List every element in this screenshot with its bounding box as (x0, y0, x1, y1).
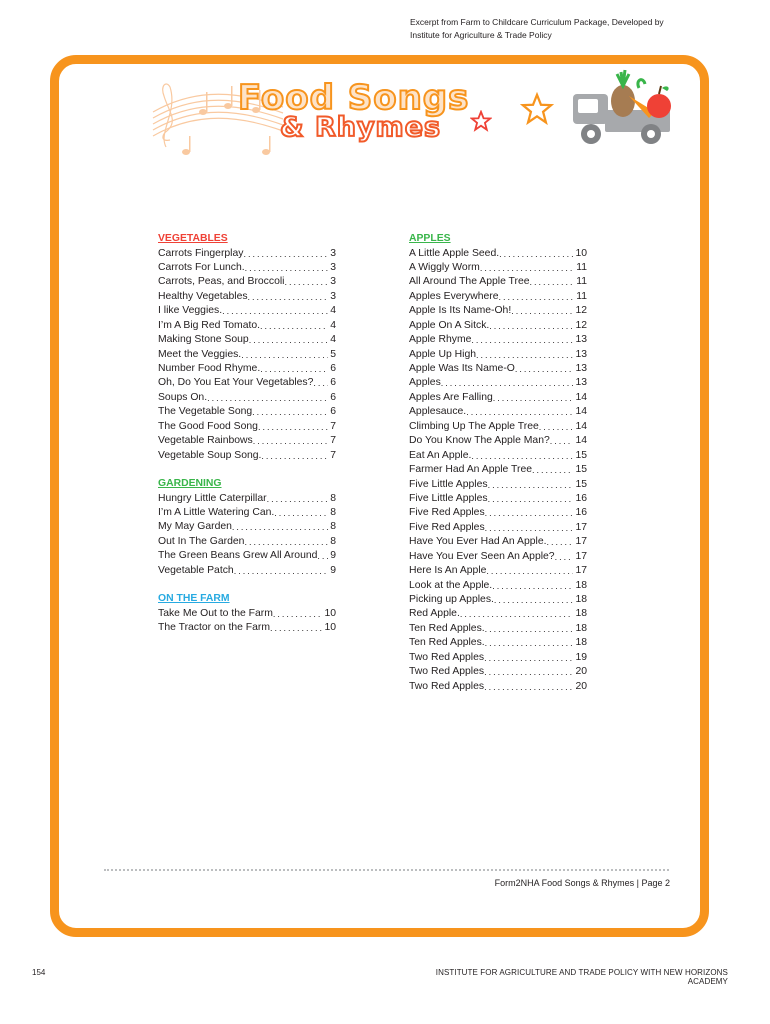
toc-entry-title: Healthy Vegetables (158, 290, 248, 302)
toc-entry-page: 15 (575, 449, 587, 461)
toc-entry[interactable] (409, 434, 587, 448)
toc-entry-title: Ten Red Apples. (409, 622, 485, 634)
toc-entry-page: 11 (576, 276, 587, 288)
toc-entry[interactable] (409, 333, 587, 347)
dot-leader (243, 247, 328, 261)
dot-leader (515, 362, 574, 376)
toc-entry-title: Red Apple. (409, 608, 460, 620)
toc-entry[interactable] (158, 275, 336, 289)
page-number: 154 (32, 968, 46, 977)
dot-leader (244, 535, 328, 549)
toc-entry[interactable] (158, 449, 336, 463)
toc-entry-title: Vegetable Soup Song. (158, 449, 262, 461)
toc-entry[interactable] (409, 348, 587, 362)
toc-left-column (158, 232, 336, 636)
toc-entry-title: Hungry Little Caterpillar (158, 492, 267, 504)
dot-leader (489, 319, 573, 333)
toc-entry-page: 4 (330, 305, 336, 317)
toc-entry-page: 9 (330, 550, 336, 562)
toc-entry-title: Oh, Do You Eat Your Vegetables? (158, 377, 314, 389)
toc-entry-title: Two Red Apples (409, 680, 485, 692)
toc-entry-title: Farmer Had An Apple Tree (409, 464, 533, 476)
dot-leader (274, 506, 328, 520)
toc-entry-page: 8 (330, 521, 336, 533)
toc-entry-page: 18 (575, 594, 587, 605)
dot-leader (485, 636, 574, 650)
toc-entry-page: 7 (330, 449, 336, 461)
toc-entry[interactable] (409, 680, 587, 694)
toc-entry-title: Have You Ever Seen An Apple? (409, 550, 555, 562)
page-footer-label: Form2NHA Food Songs & Rhymes | Page 2 (494, 878, 670, 888)
toc-entry-title: Five Red Apples (409, 507, 485, 519)
toc-entry-page: 18 (575, 579, 587, 591)
toc-entry-title: Here Is An Apple (409, 565, 487, 577)
dot-leader (471, 333, 573, 347)
dot-leader (232, 520, 328, 534)
toc-entry[interactable] (158, 376, 336, 390)
toc-entry-title: The Good Food Song (158, 420, 258, 432)
toc-entry-title: Making Stone Soup (158, 334, 249, 346)
toc-entry[interactable] (409, 391, 587, 405)
vegetables-list (158, 247, 336, 464)
toc-entry-page: 3 (330, 261, 336, 273)
toc-entry-title: Five Red Apples (409, 521, 485, 533)
toc-entry-title: I’m A Big Red Tomato. (158, 319, 261, 331)
toc-entry-page: 15 (575, 464, 587, 476)
toc-entry-title: The Vegetable Song (158, 406, 253, 418)
toc-entry[interactable] (409, 607, 587, 621)
dot-leader (547, 535, 574, 549)
dot-leader (267, 492, 329, 506)
toc-entry-page: 17 (575, 536, 587, 548)
toc-entry-page: 13 (575, 334, 587, 346)
toc-entry[interactable] (158, 247, 336, 261)
dot-leader (260, 362, 328, 376)
star-icon (520, 92, 554, 126)
toc-entry-title: Carrots For Lunch. (158, 261, 245, 273)
toc-entry-title: Carrots, Peas, and Broccoli (158, 276, 285, 288)
excerpt-line-1: Excerpt from Farm to Childcare Curriculum Package, Developed by (410, 17, 664, 27)
toc-right-column (409, 232, 587, 694)
toc-entry[interactable] (158, 405, 336, 419)
dot-leader (532, 463, 573, 477)
toc-entry-title: Apple Is Its Name-Oh! (409, 305, 512, 317)
toc-entry-page: 16 (575, 492, 587, 504)
dot-leader (248, 290, 329, 304)
toc-entry-page: 13 (575, 348, 587, 360)
toc-entry-title: A Little Apple Seed. (409, 247, 500, 259)
toc-entry-page: 17 (575, 521, 587, 533)
toc-entry[interactable] (158, 261, 336, 275)
toc-entry[interactable] (158, 434, 336, 448)
toc-entry-page: 12 (575, 319, 587, 331)
dot-leader (484, 665, 573, 679)
dot-leader (253, 434, 328, 448)
toc-entry-title: Ten Red Apples. (409, 637, 485, 649)
toc-entry[interactable] (409, 290, 587, 304)
toc-entry[interactable] (409, 405, 587, 419)
toc-entry[interactable] (409, 665, 587, 679)
dot-leader (488, 492, 574, 506)
toc-entry[interactable] (409, 593, 587, 607)
toc-entry-page: 11 (576, 290, 587, 302)
excerpt-note (410, 16, 710, 42)
toc-entry-title: Soups On. (158, 391, 208, 403)
toc-entry-title: Look at the Apple. (409, 579, 493, 591)
toc-entry[interactable] (158, 420, 336, 434)
section-heading-apples[interactable]: APPLES (409, 233, 451, 244)
dot-leader (317, 549, 328, 563)
dot-leader (441, 376, 574, 390)
toc-entry[interactable] (409, 636, 587, 650)
toc-entry[interactable] (409, 376, 587, 390)
toc-entry-title: Do You Know The Apple Man? (409, 435, 550, 447)
toc-entry-title: Apple Was Its Name-O (409, 363, 515, 374)
toc-entry[interactable] (158, 564, 336, 578)
toc-entry[interactable] (158, 362, 336, 376)
toc-entry-page: 12 (575, 305, 587, 317)
dot-leader (476, 348, 573, 362)
dot-leader (555, 550, 574, 564)
toc-entry-page: 3 (330, 247, 336, 259)
toc-entry-page: 6 (330, 363, 336, 374)
apples-list (409, 247, 587, 695)
toc-entry[interactable] (409, 449, 587, 463)
toc-entry-page: 13 (575, 363, 587, 374)
toc-entry-page: 11 (576, 261, 587, 273)
star-icon (470, 110, 492, 132)
toc-entry-title: Out In The Garden (158, 535, 245, 547)
toc-entry-page: 17 (575, 550, 587, 562)
dot-leader (313, 376, 328, 390)
dot-leader (261, 449, 328, 463)
dot-leader (241, 348, 328, 362)
dot-leader (485, 622, 574, 636)
toc-entry[interactable] (158, 333, 336, 347)
toc-entry-page: 3 (330, 276, 336, 288)
toc-entry[interactable] (409, 362, 587, 376)
dot-leader (485, 521, 574, 535)
toc-entry-page: 18 (575, 622, 587, 634)
toc-entry-page: 14 (575, 420, 587, 432)
toc-entry-page: 14 (575, 391, 587, 403)
toc-entry[interactable] (158, 492, 336, 506)
toc-entry-title: A Wiggly Worm (409, 261, 480, 273)
toc-entry[interactable] (409, 420, 587, 434)
toc-entry[interactable] (409, 463, 587, 477)
toc-entry-page: 15 (575, 478, 587, 490)
toc-entry[interactable] (158, 319, 336, 333)
divider (104, 869, 669, 871)
toc-entry-title: Applesauce. (409, 406, 467, 418)
toc-entry-page: 4 (330, 334, 336, 346)
toc-entry-title: Number Food Rhyme. (158, 363, 261, 374)
toc-entry-title: Apples Are Falling (409, 391, 493, 403)
toc-entry[interactable] (158, 348, 336, 362)
dot-leader (466, 405, 573, 419)
toc-entry[interactable] (409, 478, 587, 492)
toc-entry[interactable] (158, 520, 336, 534)
toc-entry-page: 7 (330, 435, 336, 447)
toc-entry[interactable] (409, 550, 587, 564)
toc-entry-page: 7 (330, 420, 336, 432)
toc-entry[interactable] (158, 549, 336, 563)
dot-leader (488, 478, 574, 492)
toc-entry-page: 14 (575, 406, 587, 418)
section-heading-gardening[interactable]: GARDENING (158, 478, 222, 490)
toc-entry-title: Apple Rhyme (409, 334, 472, 346)
dot-leader (499, 290, 575, 304)
dot-leader (222, 304, 328, 318)
page-frame (50, 55, 709, 937)
toc-entry-title: Picking up Apples. (409, 594, 494, 605)
toc-entry-title: I’m A Little Watering Can. (158, 507, 275, 518)
toc-entry-page: 14 (575, 435, 587, 447)
toc-entry-page: 10 (324, 622, 336, 634)
toc-entry-page: 20 (575, 666, 587, 678)
toc-entry-title: Vegetable Rainbows (158, 435, 253, 447)
toc-entry-page: 6 (330, 377, 336, 389)
dot-leader (471, 449, 573, 463)
toc-entry[interactable] (158, 607, 336, 621)
toc-entry[interactable] (158, 621, 336, 635)
toc-entry[interactable] (409, 275, 587, 289)
toc-entry[interactable] (158, 506, 336, 520)
toc-entry-title: Five Little Apples (409, 492, 488, 504)
toc-entry-page: 6 (330, 406, 336, 418)
toc-entry-title: I like Veggies. (158, 305, 223, 317)
toc-entry[interactable] (409, 247, 587, 261)
toc-entry-page: 10 (575, 247, 587, 259)
toc-entry-title: My May Garden (158, 521, 232, 533)
toc-entry-page: 10 (324, 607, 336, 619)
toc-entry-title: Eat An Apple. (409, 449, 472, 461)
dot-leader (260, 319, 328, 333)
toc-entry-title: The Green Beans Grew All Around (158, 550, 318, 562)
toc-entry-page: 5 (330, 348, 336, 360)
section-heading-on-the-farm[interactable]: ON THE FARM (158, 593, 230, 605)
dot-leader (485, 506, 574, 520)
dot-leader (207, 391, 328, 405)
toc-entry-title: Carrots Fingerplay (158, 247, 244, 259)
dot-leader (484, 651, 573, 665)
toc-entry-page: 18 (575, 637, 587, 649)
toc-entry-title: The Tractor on the Farm (158, 622, 271, 634)
dot-leader (492, 579, 573, 593)
dot-leader (486, 564, 573, 578)
toc-entry-title: Take Me Out to the Farm (158, 607, 273, 619)
dot-leader (460, 607, 574, 621)
dot-leader (550, 434, 574, 448)
dot-leader (493, 391, 574, 405)
dot-leader (539, 420, 574, 434)
dot-leader (234, 564, 329, 578)
dot-leader (484, 680, 573, 694)
toc-entry-title: Five Little Apples (409, 478, 488, 490)
toc-entry-title: Vegetable Patch (158, 564, 234, 576)
toc-entry-title: Apples (409, 377, 441, 389)
dot-leader (245, 261, 329, 275)
toc-entry-title: All Around The Apple Tree (409, 276, 530, 288)
toc-entry-page: 20 (575, 680, 587, 692)
toc-entry-title: Apple Up High (409, 348, 477, 360)
toc-entry-page: 8 (330, 535, 336, 547)
dot-leader (252, 405, 328, 419)
toc-entry-title: Two Red Apples (409, 666, 485, 678)
toc-entry[interactable] (409, 651, 587, 665)
toc-entry-page: 3 (330, 290, 336, 302)
dot-leader (499, 247, 573, 261)
dot-leader (511, 304, 573, 318)
dot-leader (480, 261, 574, 275)
toc-entry-title: Climbing Up The Apple Tree (409, 420, 539, 432)
toc-entry[interactable] (158, 304, 336, 318)
gardening-list (158, 492, 336, 579)
toc-entry-title: Apple On A Sitck. (409, 319, 490, 331)
toc-entry[interactable] (158, 391, 336, 405)
dot-leader (273, 607, 323, 621)
toc-entry[interactable] (409, 506, 587, 520)
dot-leader (284, 275, 328, 289)
dot-leader (270, 621, 322, 635)
institute-credit: INSTITUTE FOR AGRICULTURE AND TRADE POLICY WITH NEW HORIZONS ACADEMY (435, 968, 728, 986)
toc-entry[interactable] (409, 535, 587, 549)
toc-entry-page: 9 (330, 564, 336, 576)
dot-leader (530, 275, 575, 289)
on-the-farm-list (158, 607, 336, 636)
dot-leader (258, 420, 328, 434)
toc-entry[interactable] (409, 261, 587, 275)
toc-entry[interactable] (409, 492, 587, 506)
toc-entry[interactable] (409, 622, 587, 636)
toc-entry[interactable] (409, 564, 587, 578)
toc-entry-page: 6 (330, 391, 336, 403)
banner-title-line-1: Food Songs (238, 78, 470, 118)
banner-title-line-2: & Rhymes (280, 112, 442, 143)
toc-entry-page: 8 (330, 507, 336, 518)
toc-entry[interactable] (409, 319, 587, 333)
toc-entry[interactable] (409, 304, 587, 318)
toc-entry-page: 4 (330, 319, 336, 331)
toc-entry-title: Have You Ever Had An Apple. (409, 536, 547, 548)
toc-entry[interactable] (158, 290, 336, 304)
toc-entry-page: 13 (575, 377, 587, 389)
toc-entry-page: 8 (330, 492, 336, 504)
excerpt-line-2: Institute for Agriculture & Trade Policy (410, 30, 552, 40)
toc-entry-title: Apples Everywhere (409, 290, 499, 302)
toc-entry[interactable] (409, 579, 587, 593)
toc-entry-title: Meet the Veggies. (158, 348, 242, 360)
toc-entry-title: Two Red Apples (409, 651, 485, 663)
toc-entry-page: 16 (575, 507, 587, 519)
toc-entry-page: 19 (575, 651, 587, 663)
produce-truck-icon (563, 66, 678, 151)
toc-entry[interactable] (158, 535, 336, 549)
toc-entry-page: 18 (575, 608, 587, 620)
toc-entry-page: 17 (575, 565, 587, 577)
toc-entry[interactable] (409, 521, 587, 535)
dot-leader (494, 593, 574, 607)
dot-leader (249, 333, 329, 347)
section-heading-vegetables[interactable]: VEGETABLES (158, 233, 228, 244)
